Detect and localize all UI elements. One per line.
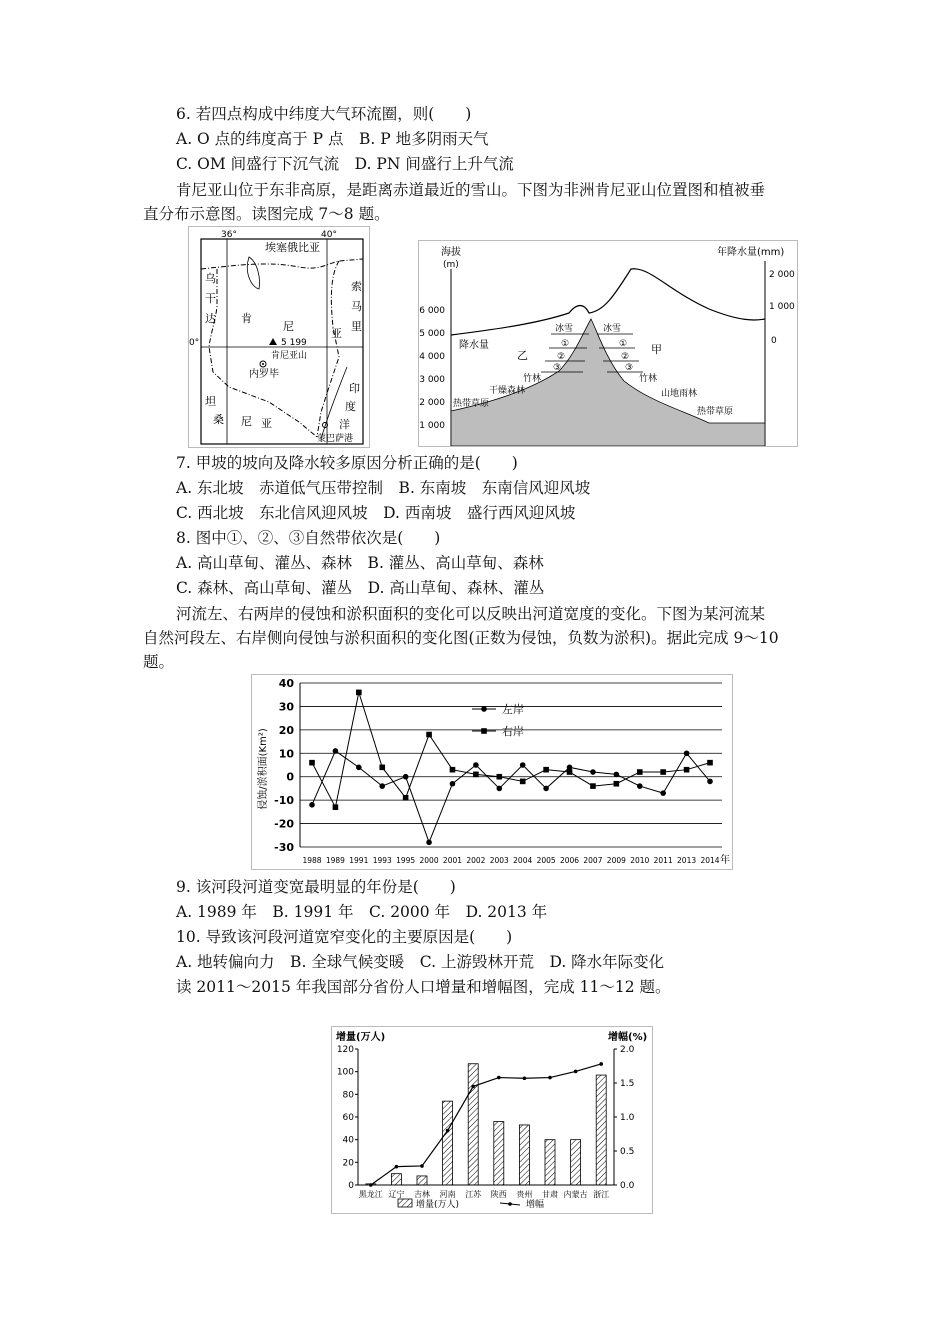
x-tick-label: 1991 bbox=[349, 856, 369, 865]
growth-rate-point bbox=[471, 1085, 475, 1089]
zone-2-left: ② bbox=[557, 352, 566, 362]
x-tick-label: 2005 bbox=[536, 856, 556, 865]
category-label: 甘肃 bbox=[542, 1190, 558, 1199]
snow-left: 冰雪 bbox=[555, 324, 574, 334]
left-tick-label: 0 bbox=[348, 1181, 354, 1191]
data-point-左岸 bbox=[684, 750, 690, 756]
x-tick-label: 2014 bbox=[700, 856, 720, 865]
snow-right: 冰雪 bbox=[603, 324, 622, 334]
growth-rate-point bbox=[369, 1183, 373, 1187]
uganda-char-3: 达 bbox=[205, 312, 216, 325]
growth-rate-point bbox=[548, 1076, 552, 1080]
tick-3000: 3 000 bbox=[419, 375, 445, 385]
bar-甘肃 bbox=[545, 1140, 555, 1185]
intro-kenya-line1: 肯尼亚山位于东非高原，是距离赤道最近的雪山。下图为非洲肯尼亚山位置图和植被垂 bbox=[176, 181, 766, 199]
peak-name-label: 肯尼亚山 bbox=[271, 351, 308, 361]
data-point-右岸 bbox=[473, 772, 479, 778]
category-label: 贵州 bbox=[516, 1190, 533, 1199]
somalia-char-2: 马 bbox=[351, 300, 362, 313]
left-tick-label: 80 bbox=[342, 1090, 354, 1101]
mombasa-label: 蒙巴萨港 bbox=[317, 434, 354, 444]
kenya-char-3: 亚 bbox=[331, 327, 342, 340]
q7-options-ab: A. 东北坡 赤道低气压带控制 B. 东南坡 东南信风迎风坡 bbox=[176, 479, 591, 497]
category-label: 内蒙古 bbox=[563, 1190, 588, 1199]
data-point-左岸 bbox=[614, 772, 620, 778]
ocean-char-3: 洋 bbox=[339, 418, 350, 431]
tanzania-char-1: 坦 bbox=[205, 395, 216, 408]
growth-rate-point bbox=[395, 1165, 399, 1169]
data-point-右岸 bbox=[450, 767, 456, 773]
data-point-右岸 bbox=[543, 767, 549, 773]
data-point-右岸 bbox=[356, 690, 362, 696]
savanna-left: 热带草原 bbox=[453, 399, 490, 409]
zone-2-right: ② bbox=[621, 352, 630, 362]
y-tick-label: 40 bbox=[278, 677, 294, 690]
bar-江苏 bbox=[468, 1064, 478, 1185]
bar-浙江 bbox=[596, 1075, 606, 1185]
x-tick-label: 2000 bbox=[419, 856, 439, 865]
somalia-char-3: 里 bbox=[351, 320, 362, 333]
tick-6000: 6 000 bbox=[419, 306, 445, 316]
legend-line-label: 增幅 bbox=[526, 1200, 545, 1210]
kenya-location-map bbox=[188, 226, 370, 448]
bamboo-right: 竹林 bbox=[639, 374, 658, 384]
data-point-右岸 bbox=[660, 769, 666, 775]
y-axis-label: 侵蚀/淤积面(Km²) bbox=[258, 728, 269, 810]
zone-1-left: ① bbox=[561, 339, 570, 349]
lon-36-label: 36° bbox=[221, 230, 237, 240]
y-tick-label: -30 bbox=[274, 841, 294, 854]
q8-stem: 8. 图中①、②、③自然带依次是( ) bbox=[176, 529, 441, 547]
x-tick-label: 1988 bbox=[302, 856, 322, 865]
data-point-左岸 bbox=[473, 762, 479, 768]
x-axis-label: 年 bbox=[720, 855, 730, 866]
tanzania-char-4: 亚 bbox=[261, 417, 272, 430]
q6-options-cd: C. OM 间盛行下沉气流 D. PN 间盛行上升气流 bbox=[176, 155, 514, 173]
data-point-左岸 bbox=[333, 748, 339, 754]
ocean-char-2: 度 bbox=[345, 400, 356, 413]
slope-yi-label: 乙 bbox=[517, 349, 528, 362]
right-tick-label: 1.5 bbox=[620, 1079, 635, 1089]
mountain-rainforest-label: 山地雨林 bbox=[661, 389, 698, 399]
growth-rate-point bbox=[497, 1076, 501, 1080]
growth-rate-line bbox=[371, 1064, 601, 1185]
legend-line-marker bbox=[508, 1202, 512, 1206]
legend-marker bbox=[481, 706, 487, 712]
kenya-char-2: 尼 bbox=[283, 320, 294, 333]
category-label: 陕西 bbox=[490, 1190, 507, 1199]
q9-stem: 9. 该河段河道变宽最明显的年份是( ) bbox=[176, 878, 456, 896]
data-point-左岸 bbox=[520, 762, 526, 768]
q8-options-cd: C. 森林、高山草甸、灌丛 D. 高山草甸、森林、灌丛 bbox=[176, 579, 545, 597]
legend-bar-label: 增量(万人) bbox=[416, 1200, 460, 1210]
ethiopia-label: 埃塞俄比亚 bbox=[265, 241, 320, 254]
y-left-title: 海拔 bbox=[441, 247, 461, 258]
right-tick-label: 0.0 bbox=[620, 1181, 635, 1191]
vegetation-profile bbox=[418, 240, 798, 447]
x-tick-label: 2010 bbox=[630, 856, 650, 865]
tick-4000: 4 000 bbox=[419, 352, 445, 362]
y-right-title: 年降水量(mm) bbox=[717, 247, 785, 258]
mountain-silhouette bbox=[451, 319, 765, 446]
right-axis-title: 增幅(%) bbox=[608, 1032, 648, 1043]
x-tick-label: 2003 bbox=[489, 856, 509, 865]
y-tick-label: -10 bbox=[274, 794, 294, 808]
category-label: 浙江 bbox=[593, 1190, 610, 1199]
peak-height-label: 5 199 bbox=[281, 338, 307, 348]
growth-rate-point bbox=[574, 1070, 578, 1074]
data-point-右岸 bbox=[379, 765, 385, 771]
x-tick-label: 2009 bbox=[606, 856, 626, 865]
population-chart bbox=[331, 1026, 653, 1214]
left-tick-label: 60 bbox=[342, 1113, 354, 1123]
data-point-左岸 bbox=[450, 781, 456, 787]
legend-marker bbox=[481, 728, 487, 734]
data-point-右岸 bbox=[707, 760, 713, 766]
left-tick-label: 20 bbox=[342, 1158, 354, 1169]
tanzania-char-2: 桑 bbox=[213, 413, 224, 426]
growth-rate-point bbox=[420, 1164, 424, 1168]
bar-陕西 bbox=[494, 1122, 504, 1185]
kenya-char-1: 肯 bbox=[241, 312, 252, 325]
x-tick-label: 2006 bbox=[559, 856, 580, 865]
precip-label: 降水量 bbox=[459, 340, 489, 351]
tick-5000: 5 000 bbox=[419, 329, 445, 339]
growth-rate-point bbox=[446, 1129, 450, 1133]
lat-0-label: 0° bbox=[189, 338, 200, 348]
q7-stem: 7. 甲坡的坡向及降水较多原因分析正确的是( ) bbox=[176, 454, 518, 472]
x-tick-label: 2013 bbox=[677, 856, 697, 865]
tick-1000: 1 000 bbox=[419, 421, 445, 431]
somalia-char-1: 索 bbox=[351, 280, 362, 293]
zone-3-left: ③ bbox=[553, 363, 562, 373]
category-label: 辽宁 bbox=[388, 1190, 405, 1199]
left-tick-label: 100 bbox=[336, 1067, 354, 1078]
uganda-char-2: 干 bbox=[205, 292, 216, 305]
bar-贵州 bbox=[519, 1125, 529, 1185]
growth-rate-point bbox=[599, 1062, 603, 1066]
uganda-char-1: 乌 bbox=[205, 272, 216, 285]
data-point-右岸 bbox=[426, 732, 432, 738]
rtick-2000: 2 000 bbox=[769, 270, 795, 280]
bamboo-left: 竹林 bbox=[523, 374, 542, 384]
x-tick-label: 2011 bbox=[653, 856, 673, 865]
y-tick-label: -20 bbox=[274, 817, 294, 831]
data-point-左岸 bbox=[590, 769, 596, 775]
bar-内蒙古 bbox=[571, 1140, 581, 1185]
q8-options-ab: A. 高山草甸、灌丛、森林 B. 灌丛、高山草甸、森林 bbox=[176, 554, 544, 572]
intro-population-line1: 读 2011～2015 年我国部分省份人口增量和增幅图，完成 11～12 题。 bbox=[176, 978, 671, 996]
x-tick-label: 1995 bbox=[396, 856, 416, 865]
x-tick-label: 1989 bbox=[325, 856, 345, 865]
x-tick-label: 2007 bbox=[583, 856, 603, 865]
data-point-左岸 bbox=[426, 840, 432, 846]
legend-label: 右岸 bbox=[502, 725, 524, 738]
data-point-左岸 bbox=[660, 790, 666, 796]
dry-forest-label: 干燥森林 bbox=[489, 386, 526, 396]
growth-rate-point bbox=[523, 1076, 527, 1080]
y-tick-label: 30 bbox=[278, 700, 294, 714]
nairobi-label: 内罗毕 bbox=[249, 369, 279, 380]
zone-3-right: ③ bbox=[625, 363, 634, 373]
rtick-1000: 1 000 bbox=[769, 302, 795, 312]
bar-辽宁 bbox=[391, 1174, 401, 1185]
data-point-左岸 bbox=[496, 786, 502, 792]
left-tick-label: 120 bbox=[336, 1045, 354, 1055]
right-tick-label: 0.5 bbox=[620, 1147, 635, 1157]
x-tick-label: 2001 bbox=[442, 856, 463, 865]
y-tick-label: 0 bbox=[286, 770, 294, 784]
q6-options-ab: A. O 点的纬度高于 P 点 B. P 地多阴雨天气 bbox=[176, 130, 489, 148]
data-point-左岸 bbox=[356, 765, 362, 771]
category-label: 吉林 bbox=[414, 1190, 430, 1199]
x-tick-label: 1993 bbox=[372, 856, 392, 865]
category-label: 黑龙江 bbox=[358, 1190, 383, 1199]
left-axis-title: 增量(万人) bbox=[336, 1032, 386, 1043]
slope-jia-label: 甲 bbox=[651, 343, 662, 356]
x-tick-label: 2002 bbox=[466, 856, 486, 865]
data-point-右岸 bbox=[520, 779, 526, 785]
category-label: 河南 bbox=[439, 1190, 456, 1199]
legend-bar-swatch bbox=[398, 1199, 412, 1207]
left-tick-label: 40 bbox=[342, 1135, 354, 1146]
data-point-左岸 bbox=[403, 774, 409, 780]
lon-40-label: 40° bbox=[321, 230, 337, 240]
y-tick-label: 10 bbox=[278, 747, 294, 761]
x-tick-label: 2004 bbox=[513, 856, 533, 865]
data-point-左岸 bbox=[637, 783, 643, 789]
q10-stem: 10. 导致该河段河道宽窄变化的主要原因是( ) bbox=[176, 928, 513, 946]
data-point-右岸 bbox=[567, 769, 573, 775]
data-point-右岸 bbox=[309, 760, 315, 766]
series-line-左岸 bbox=[312, 751, 710, 842]
bar-河南 bbox=[443, 1101, 453, 1185]
tanzania-char-3: 尼 bbox=[241, 415, 252, 428]
erosion-deposition-chart bbox=[251, 674, 733, 870]
savanna-right: 热带草原 bbox=[697, 407, 734, 417]
y-tick-label: 20 bbox=[278, 723, 294, 737]
zone-1-right: ① bbox=[619, 339, 628, 349]
data-point-左岸 bbox=[707, 779, 713, 785]
data-point-右岸 bbox=[496, 774, 502, 780]
bar-吉林 bbox=[417, 1176, 427, 1185]
data-point-左岸 bbox=[309, 802, 315, 808]
data-point-左岸 bbox=[379, 783, 385, 789]
q7-options-cd: C. 西北坡 东北信风迎风坡 D. 西南坡 盛行西风迎风坡 bbox=[176, 504, 576, 522]
rtick-0: 0 bbox=[771, 336, 777, 346]
ocean-char-1: 印 bbox=[349, 382, 360, 395]
peak-triangle-icon bbox=[269, 338, 277, 345]
q6-stem: 6. 若四点构成中纬度大气环流圈，则( ) bbox=[176, 105, 472, 123]
intro-river-line2: 自然河段左、右岸侧向侵蚀与淤积面积的变化图(正数为侵蚀，负数为淤积)。据此完成 9～10 bbox=[143, 629, 779, 647]
intro-river-line1: 河流左、右两岸的侵蚀和淤积面积的变化可以反映出河道宽度的变化。下图为某河流某 bbox=[176, 605, 766, 623]
right-tick-label: 1.0 bbox=[620, 1113, 635, 1123]
q10-options: A. 地转偏向力 B. 全球气候变暖 C. 上游毁林开荒 D. 降水年际变化 bbox=[176, 953, 665, 971]
data-point-左岸 bbox=[543, 786, 549, 792]
y-left-unit: (m) bbox=[443, 260, 459, 270]
data-point-右岸 bbox=[637, 769, 643, 775]
data-point-右岸 bbox=[614, 781, 620, 787]
intro-river-line3: 题。 bbox=[143, 653, 175, 671]
data-point-右岸 bbox=[333, 804, 339, 810]
q9-options: A. 1989 年 B. 1991 年 C. 2000 年 D. 2013 年 bbox=[176, 903, 548, 921]
legend-label: 左岸 bbox=[502, 703, 524, 716]
data-point-右岸 bbox=[590, 783, 596, 789]
tick-2000: 2 000 bbox=[419, 398, 445, 408]
data-point-右岸 bbox=[403, 795, 409, 801]
right-tick-label: 2.0 bbox=[620, 1045, 635, 1055]
intro-kenya-line2: 直分布示意图。读图完成 7～8 题。 bbox=[143, 205, 390, 223]
data-point-右岸 bbox=[684, 767, 690, 773]
category-label: 江苏 bbox=[465, 1190, 482, 1199]
